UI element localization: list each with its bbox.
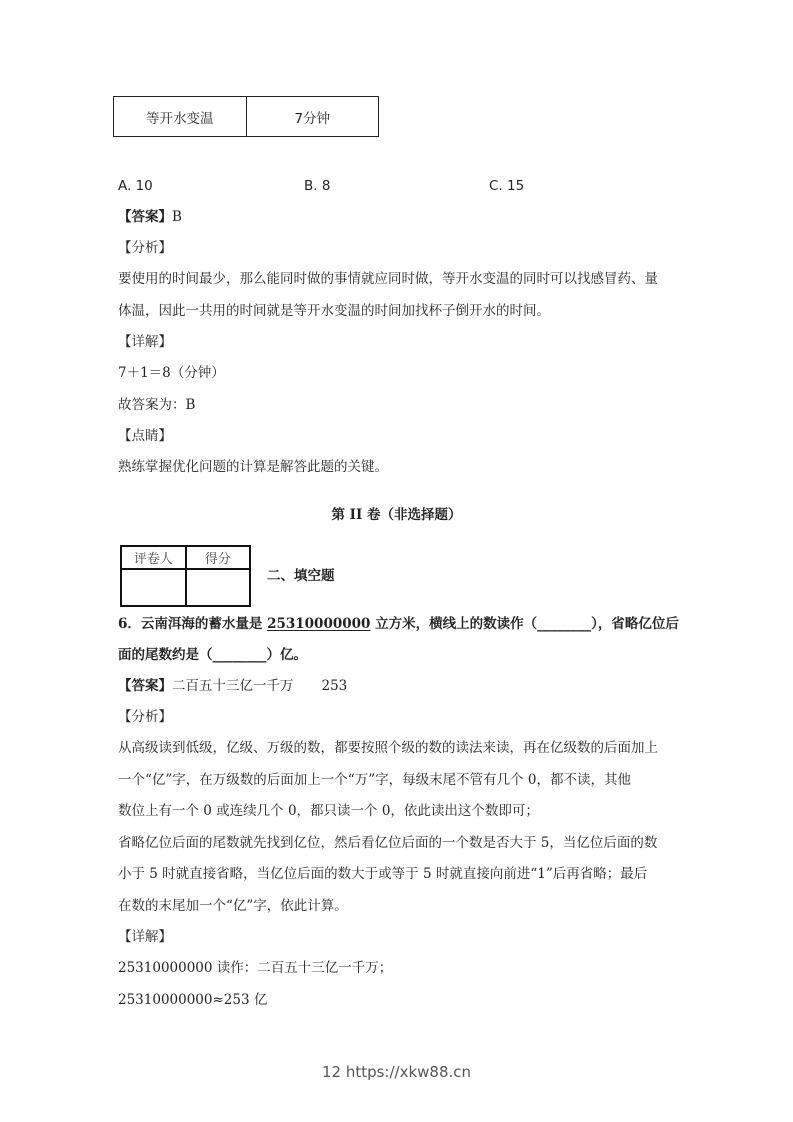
section-heading: 二、填空题 (267, 568, 335, 584)
answer-tag: 【答案】 (118, 678, 172, 694)
q5-analysis-tag: 【分析】 (118, 240, 172, 256)
q5-analysis-line: 要使用的时间最少，那么能同时做的事情就应同时做，等开水变温的同时可以找感冒药、量 (118, 271, 658, 287)
section-title: 第 II 卷（非选择题） (331, 507, 462, 523)
q5-answer (118, 208, 182, 226)
score-table-header-grader: 评卷人 (133, 552, 173, 567)
score-table-header-score: 得分 (185, 547, 250, 568)
q5-detail-tag: 【详解】 (118, 334, 172, 350)
q6-answer (118, 677, 347, 695)
q6-analysis-line: 从高级读到低级，亿级、万级的数，都要按照个级的数的读法来读，再在亿级数的后面加上 (118, 740, 658, 756)
q6-underlined-number: 25310000000 (267, 616, 371, 632)
table-cell-task: 等开水变温 (146, 110, 214, 127)
answer-value: B (172, 209, 182, 225)
page-footer: 12 https://xkw88.cn (321, 1063, 472, 1081)
answer-value: 二百五十三亿一千万 (172, 678, 294, 694)
time-table (113, 96, 379, 137)
q6-detail-line: 25310000000 读作：二百五十三亿一千万； (118, 960, 393, 976)
answer-tag: 【答案】 (118, 209, 172, 225)
q5-tip-line: 熟练掌握优化问题的计算是解答此题的关键。 (118, 459, 388, 475)
q5-detail-line: 故答案为：B (118, 397, 196, 413)
q6-analysis-line: 在数的末尾加一个“亿”字，依此计算。 (118, 898, 348, 914)
q5-analysis-line: 体温，因此一共用的时间就是等开水变温的时间加找杯子倒开水的时间。 (118, 303, 550, 319)
score-table (120, 545, 251, 607)
option-c: C. 15 (489, 178, 525, 194)
table-cell-time: 7分钟 (246, 97, 379, 136)
score-table-score-cell (185, 570, 250, 605)
q6-line2: 面的尾数约是（________）亿。 (118, 647, 307, 663)
q5-detail-line: 7＋1＝8（分钟） (118, 365, 225, 381)
q6-detail-line: 25310000000≈253 亿 (118, 992, 268, 1008)
answer-value-2: 253 (321, 678, 348, 694)
score-table-grader-cell (122, 570, 185, 605)
option-a: A. 10 (118, 178, 153, 194)
q6-analysis-tag: 【分析】 (118, 709, 172, 725)
q6-analysis-line: 数位上有一个 0 或连续几个 0，都只读一个 0，依此读出这个数即可； (118, 803, 539, 819)
q6-analysis-line: 省略亿位后面的尾数就先找到亿位，然后看亿位后面的一个数是否大于 5，当亿位后面的数 (118, 835, 658, 851)
q6-prefix: 6．云南洱海的蓄水量是 (118, 616, 268, 632)
q6-detail-tag: 【详解】 (118, 929, 172, 945)
q6-suffix: 立方米，横线上的数读作（________），省略亿位后 (370, 616, 679, 632)
q6-analysis-line: 小于 5 时就直接省略，当亿位后面的数大于或等于 5 时就直接向前进“1”后再省略；最后 (118, 866, 648, 882)
q5-tip-tag: 【点睛】 (118, 428, 172, 444)
q6-analysis-line: 一个“亿”字，在万级数的后面加上一个“万”字，每级末尾不管有几个 0，都不读，其他 (118, 772, 631, 788)
q6-line1 (118, 615, 679, 633)
option-b: B. 8 (304, 178, 331, 194)
